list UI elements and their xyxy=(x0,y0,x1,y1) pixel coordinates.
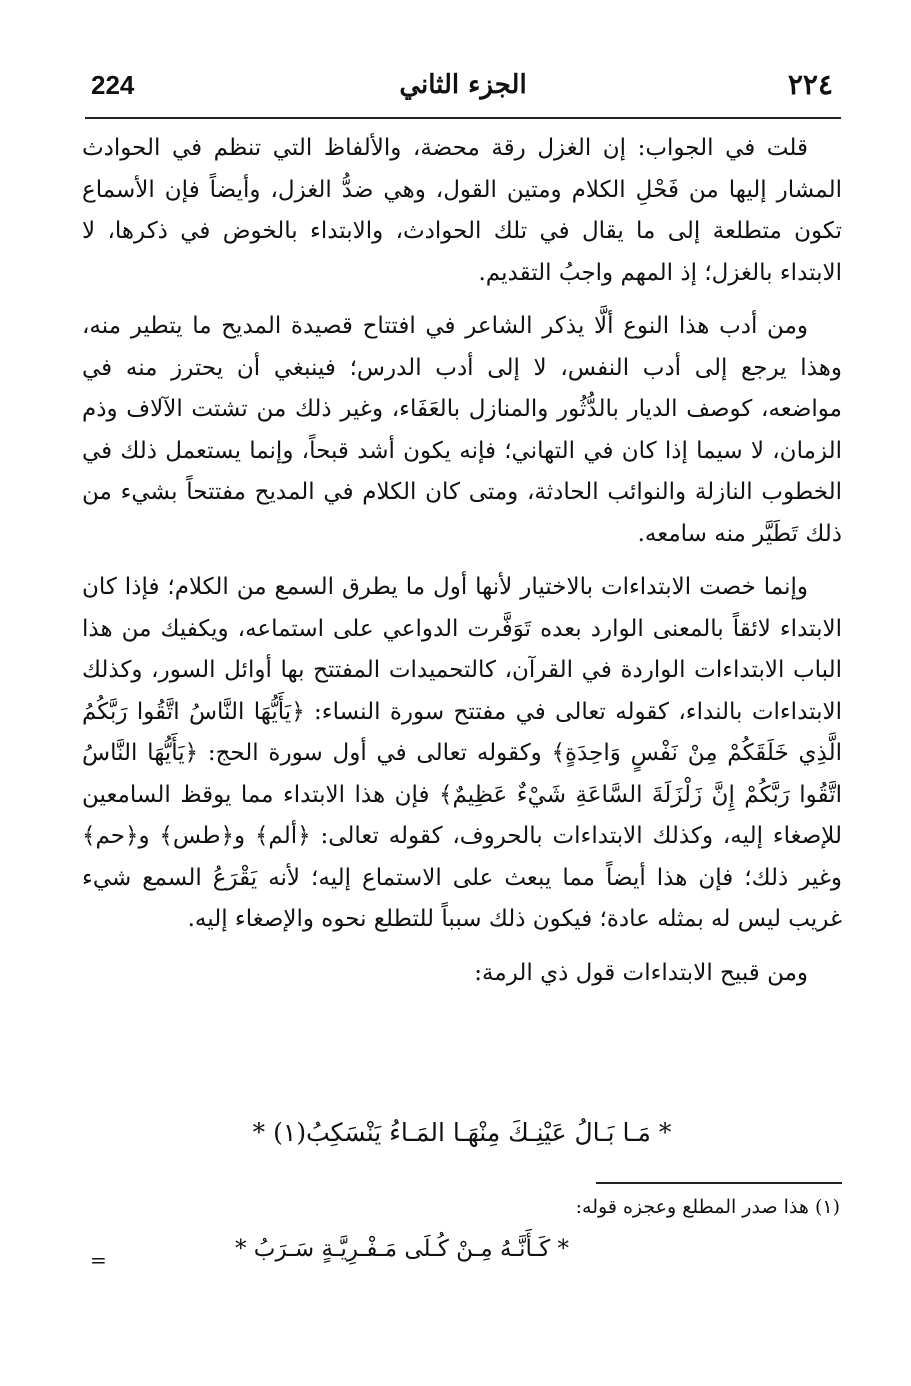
poem-verse: * مَـا بَـالُ عَيْنِـكَ مِنْهَـا المَـاءُ يَنْسَكِبُ(١) * xyxy=(252,1118,672,1147)
page-number-arabic: ٢٢٤ xyxy=(787,68,833,101)
paragraph-2: ومن أدب هذا النوع ألَّا يذكر الشاعر في افتتاح قصيدة المديح ما يتطير منه، وهذا يرجع إلى أدب النفس، لا إلى أدب الدرس؛ فينبغي أن يحترز منه في مواضعه، كوصف الديار بالدُّثُور والمنازل بالعَفَاء، وغير ذلك من تشتت الآلاف وذم الزمان، لا سيما إذا كان في التهاني؛ فإنه يكون أشد قبحاً، وإنما يستعمل ذلك في الخطوب النازلة والنوائب الحادثة، ومتى كان الكلام في المديح مفتتحاً بشيء من ذلك تَطَيَّر منه سامعه. xyxy=(82,313,843,547)
main-text xyxy=(82,128,842,994)
footnote-verse: * كَـأَنَّـهُ مِـنْ كُـلَى مَـفْـرِيَّـةٍ سَـرَبُ * xyxy=(234,1236,570,1262)
page-number-latin: 224 xyxy=(91,70,135,100)
header-rule xyxy=(85,117,841,119)
footnote-text: (١) هذا صدر المطلع وعجزه قوله: xyxy=(575,1196,840,1218)
paragraph-3: وإنما خصت الابتداءات بالاختيار لأنها أول ما يطرق السمع من الكلام؛ فإذا كان الابتداء لائقاً بالمعنى الوارد بعده تَوَفَّرت الدواعي على استماعه، ويكفيك من هذا الباب الابتداءات الواردة في القرآن، كالتحميدات المفتتح بها أوائل السور، وكذلك الابتداءات بالنداء، كقوله تعالى في مفتتح سورة النساء: ﴿يَأَيُّهَا النَّاسُ اتَّقُوا رَبَّكُمُ الَّذِي خَلَقَكُمْ مِنْ نَفْسٍ وَاحِدَةٍ﴾ وكقوله تعالى في أول سورة الحج: ﴿يَأَيُّهَا النَّاسُ اتَّقُوا رَبَّكُمْ إِنَّ زَلْزَلَةَ السَّاعَةِ شَيْءٌ عَظِيمٌ﴾ فإن هذا الابتداء مما يوقظ السامعين للإصغاء إليه، وكذلك الابتداءات بالحروف، كقوله تعالى: ﴿ألم﴾ و﴿طس﴾ و﴿حم﴾ وغير ذلك؛ فإن هذا أيضاً مما يبعث على الاستماع إليه؛ لأنه يَقْرَعُ السمع شيء غريب ليس له بمثله عادة؛ فيكون ذلك سبباً للتطلع نحوه والإصغاء إليه. xyxy=(82,574,842,932)
running-title: الجزء الثاني xyxy=(399,70,527,100)
paragraph-4: ومن قبيح الابتداءات قول ذي الرمة: xyxy=(474,959,808,986)
paragraph-1: قلت في الجواب: إن الغزل رقة محضة، والألفاظ التي تنظم في الحوادث المشار إليها من فَحْلِ الكلام ومتين القول، وهي ضدُّ الغزل، وأيضاً فإن الأسماع تكون متطلعة إلى ما يقال في تلك الحوادث، والابتداء بالخوض في ذكرها، لا الابتداء بالغزل؛ إذ المهم واجبُ التقديم. xyxy=(82,135,842,286)
page-header xyxy=(85,66,841,110)
footnote-continuation-mark: = xyxy=(90,1248,107,1272)
footnote-rule xyxy=(596,1182,842,1184)
